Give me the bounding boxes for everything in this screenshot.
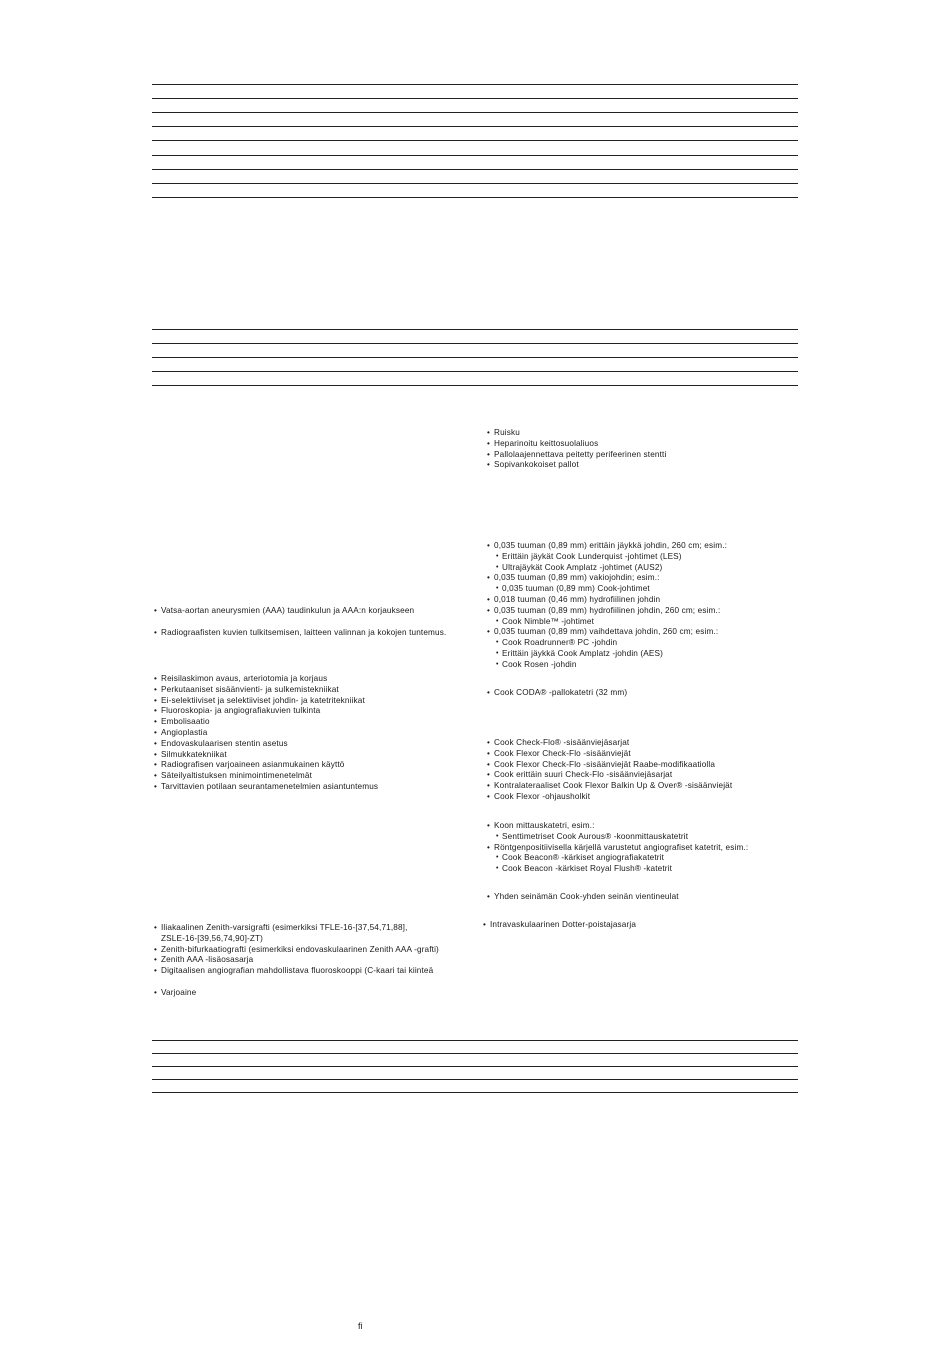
right-block-sheaths [487, 738, 797, 803]
table-rule [152, 385, 798, 386]
table-rule [152, 1079, 798, 1080]
table-rule [152, 1092, 798, 1093]
list-item: • Cook CODA® -pallokatetri (32 mm) [487, 688, 797, 699]
table-rule [152, 1053, 798, 1054]
list-item: • Pallolaajennettava peitetty perifeerinen stentti [487, 450, 797, 461]
table-rule [152, 371, 798, 372]
list-item: • Radiografisen varjoaineen asianmukainen käyttö [154, 760, 474, 771]
sub-list-item: • Erittäin jäykkä Cook Amplatz -johdin (AES) [487, 649, 797, 660]
sub-list-item: • 0,035 tuuman (0,89 mm) Cook-johtimet [487, 584, 797, 595]
list-item: • 0,035 tuuman (0,89 mm) hydrofiilinen johdin, 260 cm; esim.: [487, 606, 797, 617]
list-item: • Sopivankokoiset pallot [487, 460, 797, 471]
sub-list-item: • Cook Rosen -johdin [487, 660, 797, 671]
sub-list-item: • Cook Beacon -kärkiset Royal Flush® -katetrit [487, 864, 797, 875]
table-rule [152, 169, 798, 170]
list-item: • Fluoroskopia- ja angiografiakuvien tulkinta [154, 706, 474, 717]
list-item: • Radiograafisten kuvien tulkitsemisen, laitteen valinnan ja kokojen tuntemus. [154, 628, 474, 639]
table-rule [152, 140, 798, 141]
top-table-rules [152, 84, 798, 198]
middle-table-rules [152, 329, 798, 387]
sub-list-item: • Cook Roadrunner® PC -johdin [487, 638, 797, 649]
table-rule [152, 183, 798, 184]
list-item: • Cook Flexor -ohjausholkit [487, 792, 797, 803]
table-rule [152, 126, 798, 127]
left-block-devices [154, 923, 474, 999]
list-item: • Ruisku [487, 428, 797, 439]
table-rule [152, 1040, 798, 1041]
list-item: • Cook Flexor Check-Flo -sisäänviejät [487, 749, 797, 760]
sub-list-item: • Erittäin jäykät Cook Lunderquist -johtimet (LES) [487, 552, 797, 563]
bottom-table-rules [152, 1040, 798, 1095]
table-rule [152, 84, 798, 85]
right-block-balloon [487, 688, 797, 699]
table-rule [152, 155, 798, 156]
list-item: • Iliakaalinen Zenith-varsigrafti (esimerkiksi TFLE-16-[37,54,71,88], [154, 923, 474, 934]
list-spacer [154, 617, 474, 628]
list-item: • Silmukkatekniikat [154, 750, 474, 761]
left-block-training [154, 606, 474, 638]
list-item: • Intravaskulaarinen Dotter-poistajasarja [483, 920, 793, 931]
table-rule [152, 1066, 798, 1067]
right-block-supplies [487, 428, 797, 471]
list-item: • Koon mittauskatetri, esim.: [487, 821, 797, 832]
list-item: • Cook Flexor Check-Flo -sisäänviejät Raabe-modifikaatiolla [487, 760, 797, 771]
table-rule [152, 98, 798, 99]
sub-list-item: • Ultrajäykät Cook Amplatz -johtimet (AUS2) [487, 563, 797, 574]
list-item: • Reisilaskimon avaus, arteriotomia ja korjaus [154, 674, 474, 685]
list-item: • Embolisaatio [154, 717, 474, 728]
list-item: • Säteilyaltistuksen minimointimenetelmät [154, 771, 474, 782]
list-item: • Röntgenpositiivisella kärjellä varustetut angiografiset katetrit, esim.: [487, 843, 797, 854]
list-item: • Ei-selektiiviset ja selektiiviset johdin- ja katetritekniikat [154, 696, 474, 707]
list-item: • Kontralateraaliset Cook Flexor Balkin Up & Over® -sisäänviejät [487, 781, 797, 792]
right-block-needles [487, 892, 797, 903]
right-block-retrieval [483, 920, 793, 931]
right-block-catheters [487, 821, 797, 875]
table-rule [152, 329, 798, 330]
sub-list-item: • Cook Nimble™ -johtimet [487, 617, 797, 628]
list-item: ZSLE-16-[39,56,74,90]-ZT) [161, 933, 264, 943]
list-item: • 0,018 tuuman (0,46 mm) hydrofiilinen johdin [487, 595, 797, 606]
sub-list-item: • Cook Beacon® -kärkiset angiografiakatetrit [487, 853, 797, 864]
left-block-techniques [154, 674, 474, 793]
list-item: • Zenith AAA -lisäosasarja [154, 955, 474, 966]
table-rule [152, 343, 798, 344]
list-item: • Tarvittavien potilaan seurantamenetelmien asiantuntemus [154, 782, 474, 793]
table-rule [152, 357, 798, 358]
list-item: • Angioplastia [154, 728, 474, 739]
list-item: • Perkutaaniset sisäänvienti- ja sulkemistekniikat [154, 685, 474, 696]
list-item: • 0,035 tuuman (0,89 mm) vaihdettava johdin, 260 cm; esim.: [487, 627, 797, 638]
right-block-wires [487, 541, 797, 671]
list-item: • Varjoaine [154, 988, 474, 999]
list-item: • Cook erittäin suuri Check-Flo -sisäänviejäsarjat [487, 770, 797, 781]
list-item: • Vatsa-aortan aneurysmien (AAA) taudinkulun ja AAA:n korjaukseen [154, 606, 474, 617]
sub-list-item: • Senttimetriset Cook Aurous® -koonmittauskatetrit [487, 832, 797, 843]
list-item: • Cook Check-Flo® -sisäänviejäsarjat [487, 738, 797, 749]
list-item: • Digitaalisen angiografian mahdollistava fluoroskooppi (C-kaari tai kiinteä [154, 966, 474, 977]
table-rule [152, 197, 798, 198]
list-item: • Zenith-bifurkaatiografti (esimerkiksi endovaskulaarinen Zenith AAA -grafti) [154, 945, 474, 956]
list-item: • Endovaskulaarisen stentin asetus [154, 739, 474, 750]
page-footer-language: fi [358, 1321, 363, 1331]
list-item: • Heparinoitu keittosuolaliuos [487, 439, 797, 450]
list-item: • 0,035 tuuman (0,89 mm) vakiojohdin; esim.: [487, 573, 797, 584]
list-spacer [154, 977, 474, 988]
list-item: • Yhden seinämän Cook-yhden seinän vientineulat [487, 892, 797, 903]
list-item: • 0,035 tuuman (0,89 mm) erittäin jäykkä johdin, 260 cm; esim.: [487, 541, 797, 552]
table-rule [152, 112, 798, 113]
